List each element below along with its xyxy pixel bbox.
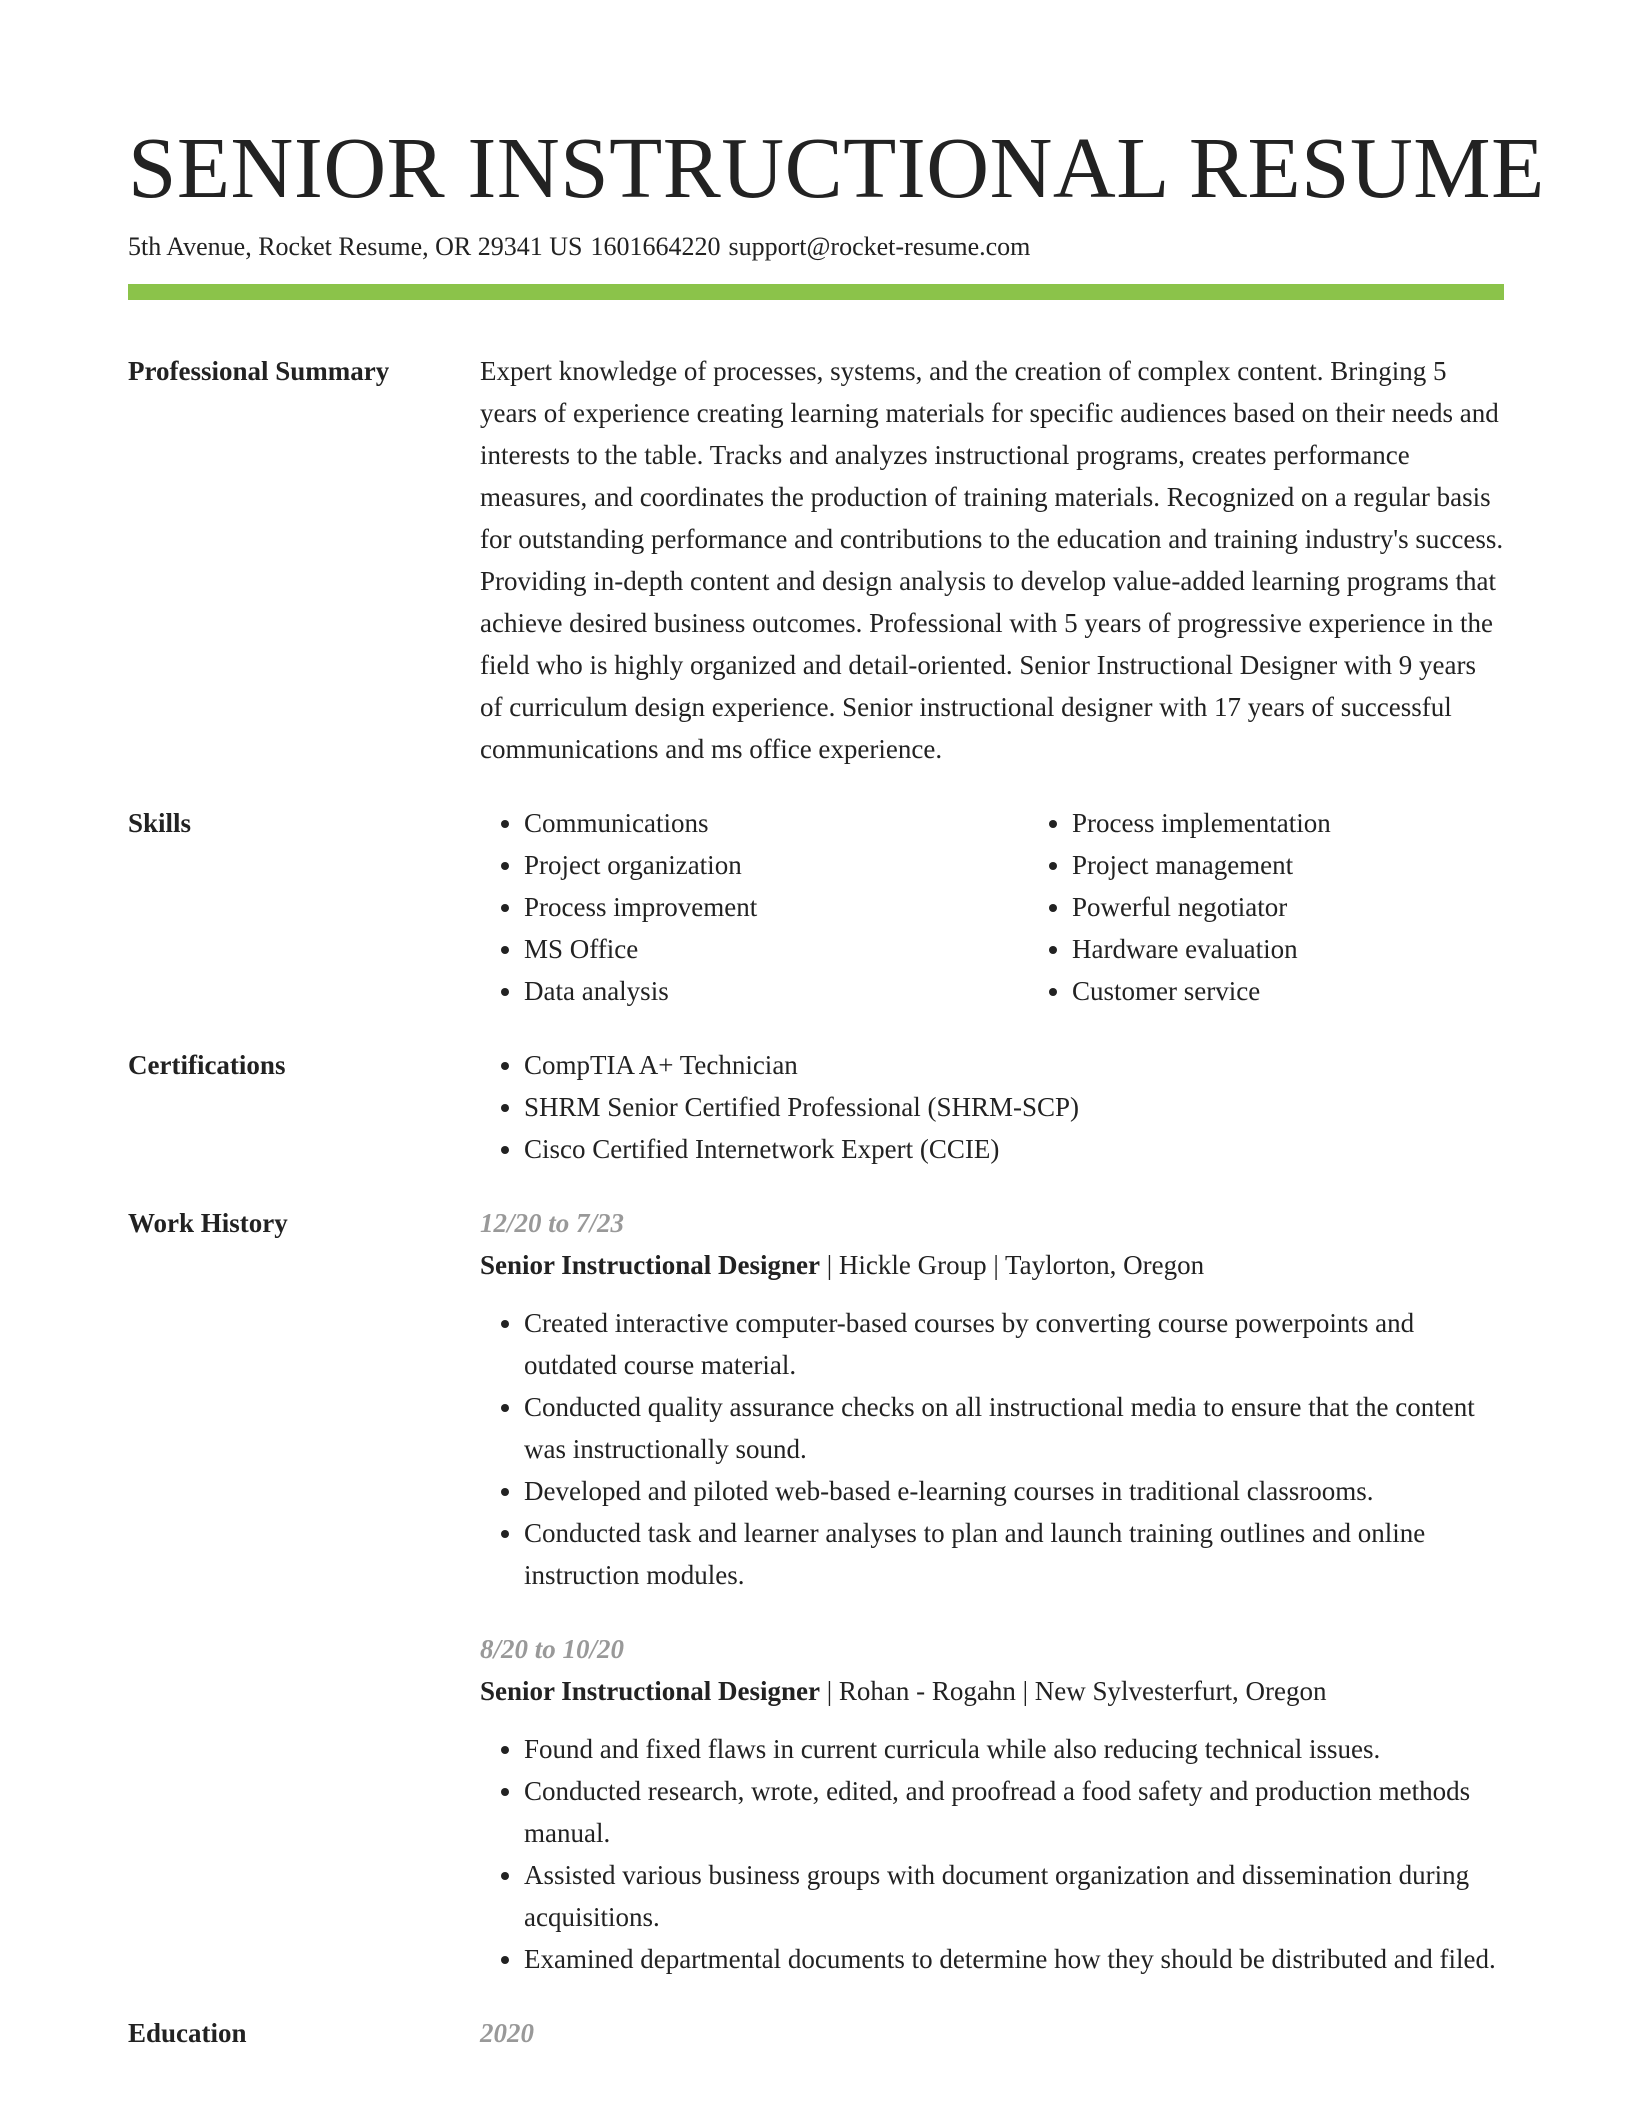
job-entry [480, 1628, 1504, 1980]
certifications-list [480, 1044, 1504, 1170]
section-heading-work-history: Work History [128, 1208, 288, 1238]
work-history-section [128, 1202, 1504, 1980]
skill-item: • Powerful negotiator [1072, 886, 1532, 928]
job-heading [480, 1670, 1504, 1712]
contact-address: 5th Avenue, Rocket Resume, OR 29341 US [128, 232, 583, 261]
job-bullet: • Conducted quality assurance checks on all instructional media to ensure that the content was instructionally sound. [524, 1386, 1504, 1470]
contact-line [128, 230, 1504, 264]
section-heading-certifications: Certifications [128, 1050, 286, 1080]
skill-item: • Process improvement [524, 886, 984, 928]
job-bullet: • Developed and piloted web-based e-learning courses in traditional classrooms. [524, 1470, 1504, 1512]
contact-phone: 1601664220 [590, 232, 721, 261]
education-section [128, 2012, 1504, 2054]
job-bullets [480, 1302, 1504, 1596]
section-heading-skills: Skills [128, 808, 192, 838]
summary-text: Expert knowledge of processes, systems, and the creation of complex content. Bringing 5 years of experience creating learning materials for specific audiences based on their needs and interests to the table. Tracks and analyzes instructional programs, creates performance measures, and coordinates the production of training materials. Recognized on a regular basis for outstanding performance and contributions to the education and training industry's success. Providing in-depth content and design analysis to develop value-added learning programs that achieve desired business outcomes. Professional with 5 years of progressive experience in the field who is highly organized and detail-oriented. Senior Instructional Designer with 9 years of curriculum design experience. Senior instructional designer with 17 years of successful communications and ms office experience. [480, 356, 1504, 764]
job-title: Senior Instructional Designer [480, 1250, 821, 1280]
job-heading [480, 1244, 1504, 1286]
job-company-location: | Hickle Group | Taylorton, Oregon [820, 1250, 1205, 1280]
certification-item: • SHRM Senior Certified Professional (SHRM-SCP) [524, 1086, 1504, 1128]
section-heading-summary: Professional Summary [128, 356, 390, 386]
job-bullet: • Created interactive computer-based courses by converting course powerpoints and outdated course material. [524, 1302, 1504, 1386]
education-date: 2020 [480, 2018, 534, 2048]
certifications-section [128, 1044, 1504, 1170]
certification-item: • Cisco Certified Internetwork Expert (CCIE) [524, 1128, 1504, 1170]
skill-item: • MS Office [524, 928, 984, 970]
skills-list-right [1028, 802, 1532, 1012]
job-dates: 8/20 to 10/20 [480, 1634, 625, 1664]
job-bullet: • Assisted various business groups with document organization and dissemination during acquisitions. [524, 1854, 1504, 1938]
resume-title: SENIOR INSTRUCTIONAL RESUME [128, 119, 1545, 216]
job-company-location: | Rohan - Rogahn | New Sylvesterfurt, Oregon [820, 1676, 1327, 1706]
job-entry [480, 1202, 1504, 1596]
resume-page [128, 0, 1545, 2054]
accent-divider [128, 284, 1504, 300]
job-bullets [480, 1728, 1504, 1980]
section-heading-education: Education [128, 2018, 247, 2048]
skill-item: • Hardware evaluation [1072, 928, 1532, 970]
certification-item: • CompTIA A+ Technician [524, 1044, 1504, 1086]
job-bullet: • Examined departmental documents to determine how they should be distributed and filed. [524, 1938, 1504, 1980]
skill-item: • Process implementation [1072, 802, 1532, 844]
job-bullet: • Found and fixed flaws in current curricula while also reducing technical issues. [524, 1728, 1504, 1770]
skill-item: • Communications [524, 802, 984, 844]
job-bullet: • Conducted task and learner analyses to plan and launch training outlines and online instruction modules. [524, 1512, 1504, 1596]
job-bullet: • Conducted research, wrote, edited, and proofread a food safety and production methods manual. [524, 1770, 1504, 1854]
contact-email[interactable]: support@rocket-resume.com [728, 232, 1031, 261]
skill-item: • Project organization [524, 844, 984, 886]
skills-list-left [480, 802, 984, 1012]
job-dates: 12/20 to 7/23 [480, 1208, 625, 1238]
job-title: Senior Instructional Designer [480, 1676, 821, 1706]
skill-item: • Data analysis [524, 970, 984, 1012]
skills-section [128, 802, 1504, 1012]
summary-section [128, 350, 1504, 770]
skill-item: • Customer service [1072, 970, 1532, 1012]
skill-item: • Project management [1072, 844, 1532, 886]
